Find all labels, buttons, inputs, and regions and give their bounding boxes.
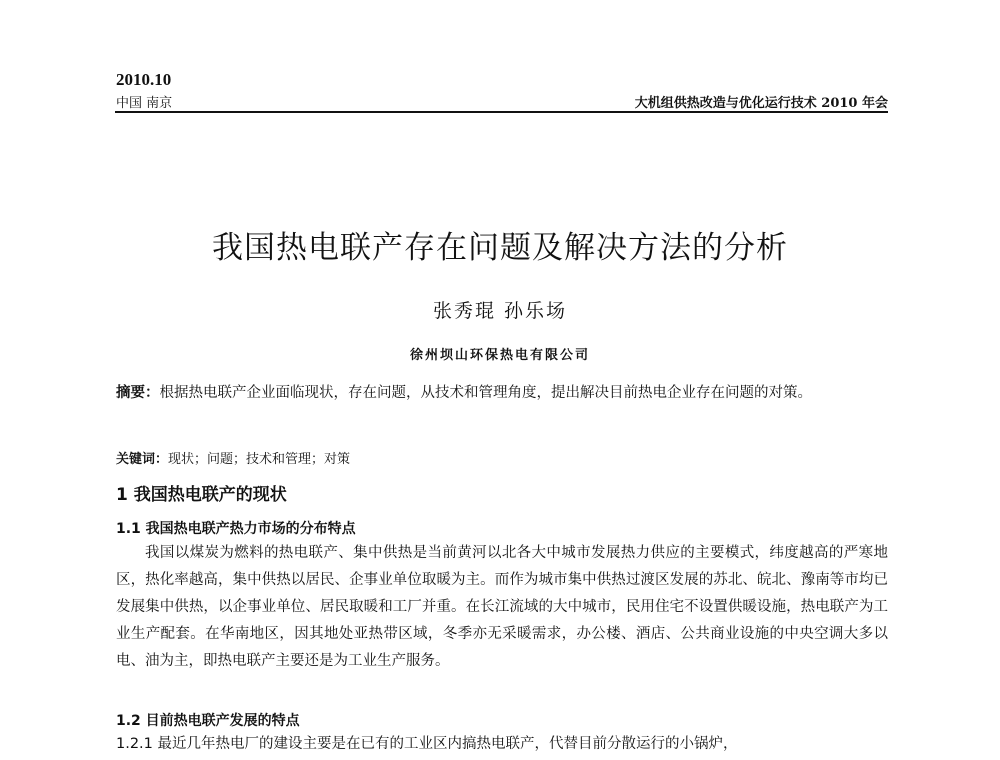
abstract-label: 摘要：: [116, 385, 160, 401]
abstract-text: 根据热电联产企业面临现状，存在问题，从技术和管理角度，提出解决目前热电企业存在问题的对策。: [159, 385, 812, 401]
header-date: 2010.10: [116, 70, 172, 89]
header-rule: [115, 111, 888, 113]
section-1-1-heading: 1.1 我国热电联产热力市场的分布特点: [116, 521, 356, 537]
section-1-2-1-text: 1.2.1 最近几年热电厂的建设主要是在已有的工业区内搞热电联产，代替目前分散运行的小锅炉，: [116, 736, 738, 752]
section-1-2-heading: 1.2 目前热电联产发展的特点: [116, 713, 300, 729]
paper-affiliation: 徐州坝山环保热电有限公司: [409, 348, 590, 363]
paper-authors: 张秀琨 孙乐场: [432, 300, 568, 322]
header-conference: 大机组供热改造与优化运行技术 2010 年会: [634, 96, 888, 111]
section-1-heading: 1 我国热电联产的现状: [116, 485, 287, 505]
keywords-label: 关键词：: [116, 452, 169, 467]
section-1-1-body: 我国以煤炭为燃料的热电联产、集中供热是当前黄河以北各大中城市发展热力供应的主要模式，纬度越高的严寒地区，热化率越高，集中供热以居民、企事业单位取暖为主。而作为城市集中供热过渡区发展的苏北、皖北、豫南等市均已发展集中供热，以企事业单位、居民取暖和工厂并重。在长江流域的大中城市，民用住宅不设置供暖设施，热电联产为工业生产配套。在华南地区，因其地处亚热带区域，冬季亦无采暖需求，办公楼、酒店、公共商业设施的中央空调大多以电、油为主，即热电联产主要还是为工业生产服务。: [116, 545, 888, 669]
paper-title: 我国热电联产存在问题及解决方法的分析: [212, 230, 788, 266]
keywords: [116, 448, 350, 467]
abstract: [116, 380, 888, 407]
header-location: 中国 南京: [116, 96, 173, 111]
keywords-text: 现状；问题；技术和管理；对策: [168, 452, 351, 467]
